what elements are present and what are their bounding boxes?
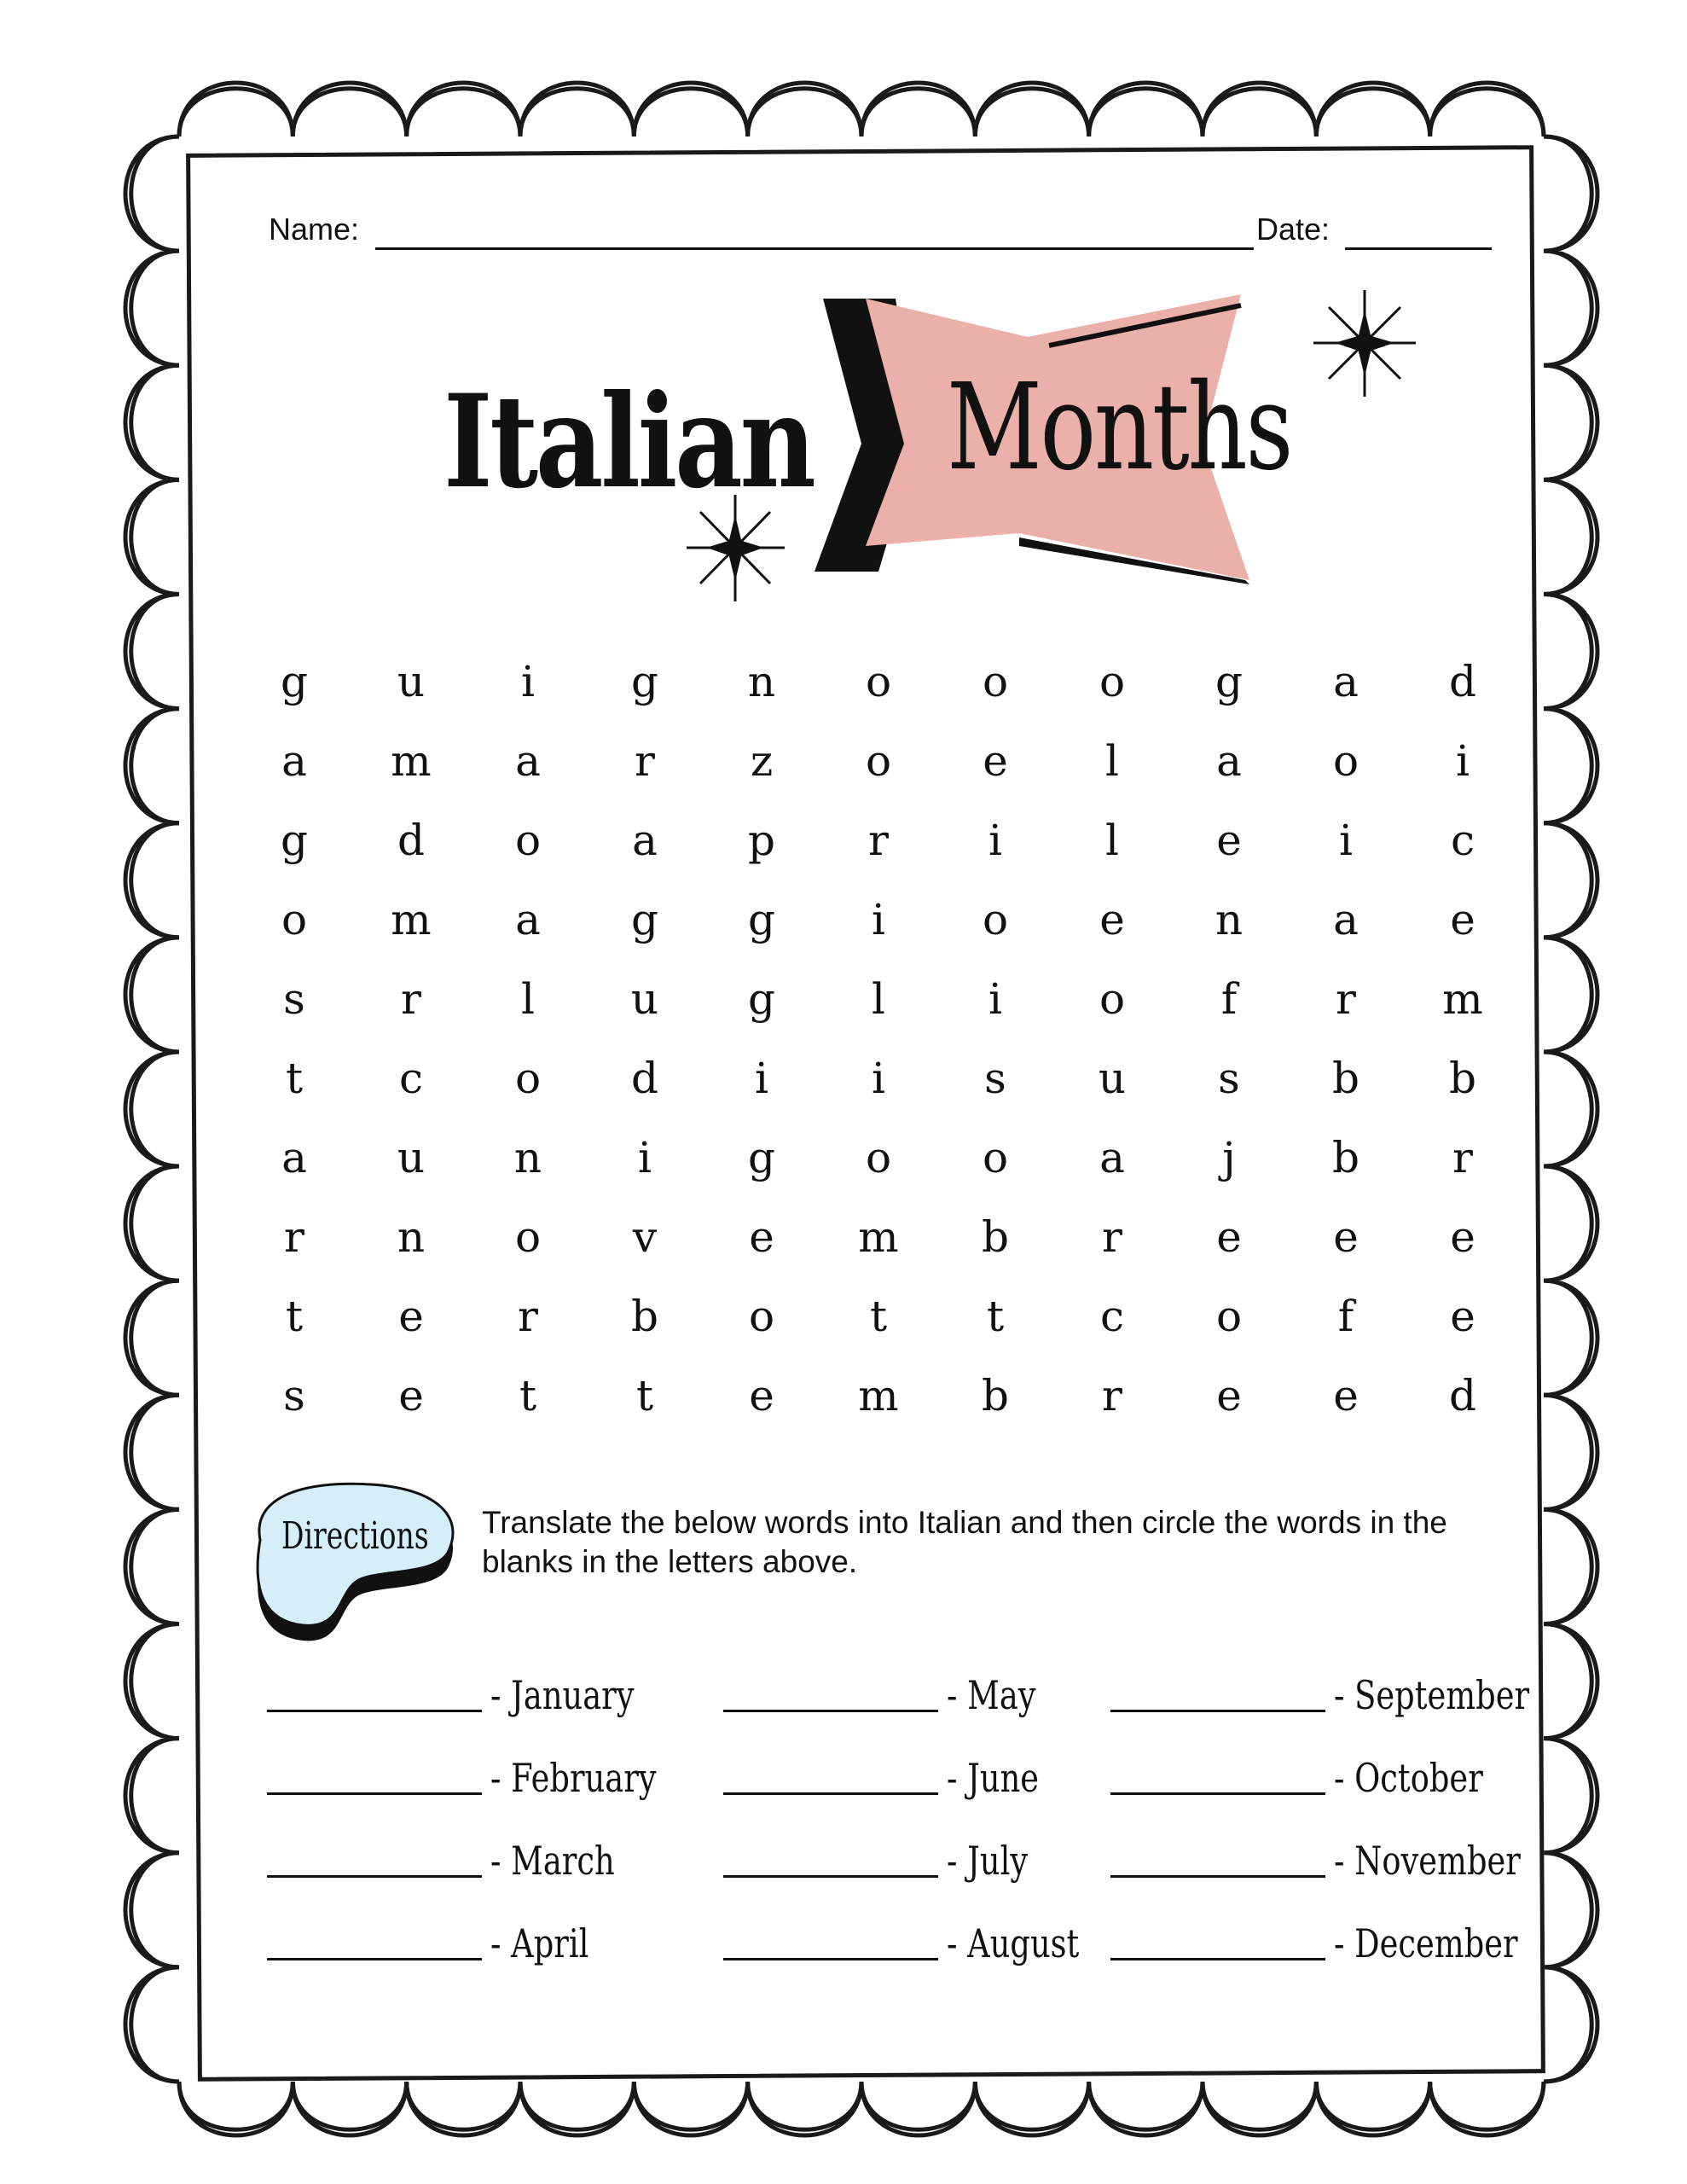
grid-letter: e — [1099, 895, 1125, 944]
answer-blank[interactable] — [723, 1875, 938, 1878]
grid-letter: l — [1105, 816, 1119, 865]
grid-letter: a — [515, 895, 541, 944]
grid-letter: o — [748, 1292, 775, 1341]
answer-blank[interactable] — [267, 1958, 482, 1960]
grid-letter: g — [280, 816, 308, 865]
grid-letter: u — [397, 657, 426, 706]
scallop-edge — [1544, 136, 1591, 2082]
grid-letter: o — [865, 736, 892, 786]
grid-letter: u — [1098, 1054, 1127, 1103]
grid-letter: i — [1456, 736, 1470, 786]
header-row — [269, 212, 1505, 263]
grid-letter: e — [1450, 1292, 1475, 1341]
answer-blank[interactable] — [267, 1710, 482, 1712]
grid-letter: e — [398, 1371, 424, 1420]
english-month-label: - May — [947, 1672, 1036, 1718]
grid-letter: r — [401, 974, 421, 1024]
grid-letter: t — [285, 1292, 304, 1341]
grid-letter: a — [1333, 895, 1359, 944]
grid-letter: o — [1099, 974, 1126, 1024]
starburst-icon — [687, 495, 785, 606]
grid-letter: b — [981, 1371, 1009, 1420]
name-field-line[interactable] — [375, 247, 1254, 250]
date-field-line[interactable] — [1345, 247, 1492, 250]
grid-letter: i — [755, 1054, 768, 1103]
grid-letter: e — [1333, 1371, 1359, 1420]
grid-letter: r — [868, 816, 889, 865]
english-month-label: - June — [947, 1755, 1040, 1801]
english-month-label: - January — [490, 1672, 635, 1718]
grid-letter: a — [515, 736, 541, 786]
english-month-label: - February — [490, 1755, 657, 1801]
grid-letter: e — [1216, 1371, 1242, 1420]
grid-letter: i — [872, 1054, 885, 1103]
grid-letter: o — [514, 1212, 542, 1262]
grid-letter: r — [635, 736, 655, 786]
scallop-edge — [179, 83, 1544, 136]
grid-letter: l — [872, 974, 885, 1024]
grid-letter: t — [519, 1371, 537, 1420]
title-italian: Italian — [443, 367, 814, 517]
grid-letter: a — [281, 736, 307, 786]
answer-blank[interactable] — [723, 1958, 938, 1960]
grid-letter: o — [514, 816, 542, 865]
answer-blank[interactable] — [267, 1792, 482, 1795]
english-month-label: - April — [490, 1920, 589, 1966]
grid-letter: i — [988, 816, 1002, 865]
grid-letter: l — [521, 974, 535, 1024]
grid-letter: b — [981, 1212, 1009, 1262]
grid-letter: e — [1216, 1212, 1242, 1262]
grid-letter: z — [750, 736, 774, 786]
grid-letter: t — [285, 1054, 304, 1103]
grid-letter: m — [391, 736, 432, 786]
grid-letter: i — [521, 657, 535, 706]
grid-letter: c — [398, 1054, 423, 1103]
grid-letter: e — [1450, 1212, 1475, 1262]
answer-blank[interactable] — [1110, 1958, 1325, 1960]
grid-letter: s — [283, 974, 305, 1024]
grid-letter: s — [984, 1054, 1006, 1103]
grid-letter: c — [1099, 1292, 1124, 1341]
grid-letter: e — [749, 1212, 774, 1262]
answer-blank[interactable] — [267, 1875, 482, 1878]
grid-letter: t — [986, 1292, 1005, 1341]
answer-blank[interactable] — [723, 1792, 938, 1795]
grid-letter: o — [865, 1133, 892, 1182]
grid-letter: g — [630, 657, 658, 706]
grid-letter: o — [865, 657, 892, 706]
grid-letter: s — [1218, 1054, 1240, 1103]
grid-letter: p — [747, 816, 775, 865]
directions-text: Translate the below words into Italian and then circle the words in the blanks in the letters above. — [482, 1505, 1447, 1579]
grid-letter: a — [281, 1133, 307, 1182]
starburst-icon — [1313, 290, 1416, 401]
grid-letter: r — [284, 1212, 304, 1262]
answer-blank[interactable] — [1110, 1792, 1325, 1795]
grid-letter: m — [858, 1212, 899, 1262]
grid-letter: b — [1331, 1054, 1359, 1103]
english-month-label: - July — [947, 1838, 1029, 1884]
grid-letter: i — [872, 895, 885, 944]
grid-letter: o — [281, 895, 308, 944]
english-month-label: - September — [1334, 1672, 1530, 1718]
english-month-label: - August — [947, 1920, 1080, 1966]
grid-letter: o — [514, 1054, 542, 1103]
grid-letter: b — [1448, 1054, 1476, 1103]
grid-letter: b — [1331, 1133, 1359, 1182]
grid-letter: o — [982, 1133, 1009, 1182]
grid-letter: r — [1336, 974, 1356, 1024]
grid-letter: m — [1442, 974, 1483, 1024]
grid-letter: r — [1102, 1212, 1122, 1262]
grid-letter: o — [1332, 736, 1359, 786]
grid-letter: m — [391, 895, 432, 944]
grid-letter: o — [1099, 657, 1126, 706]
grid-letter: o — [1215, 1292, 1243, 1341]
grid-letter: e — [1450, 895, 1475, 944]
english-month-label: - March — [490, 1838, 615, 1884]
answer-blank[interactable] — [1110, 1710, 1325, 1712]
grid-letter: o — [982, 895, 1009, 944]
grid-letter: a — [1333, 657, 1359, 706]
grid-letter: n — [397, 1212, 426, 1262]
date-label: Date: — [1256, 212, 1330, 247]
grid-letter: g — [747, 974, 775, 1024]
grid-letter: g — [630, 895, 658, 944]
grid-letter: n — [513, 1133, 542, 1182]
grid-letter: v — [632, 1212, 658, 1262]
grid-letter: b — [630, 1292, 658, 1341]
grid-letter: e — [398, 1292, 424, 1341]
name-label: Name: — [269, 212, 360, 247]
grid-letter: r — [518, 1292, 538, 1341]
grid-letter: e — [983, 736, 1008, 786]
grid-letter: a — [1216, 736, 1242, 786]
grid-letter: t — [635, 1371, 654, 1420]
grid-letter: e — [1333, 1212, 1359, 1262]
grid-letter: f — [1337, 1292, 1354, 1341]
grid-letter: d — [1448, 1371, 1476, 1420]
grid-letter: g — [747, 895, 775, 944]
grid-letter: i — [988, 974, 1002, 1024]
grid-letter: d — [630, 1054, 658, 1103]
grid-letter: d — [397, 816, 425, 865]
grid-letter: u — [397, 1133, 426, 1182]
grid-letter: c — [1450, 816, 1475, 865]
grid-letter: o — [982, 657, 1009, 706]
grid-letter: n — [1215, 895, 1244, 944]
grid-letter: g — [280, 657, 308, 706]
grid-letter: e — [1216, 816, 1242, 865]
grid-letter: f — [1220, 974, 1238, 1024]
grid-letter: l — [1105, 736, 1119, 786]
grid-letter: a — [1099, 1133, 1125, 1182]
grid-letter: e — [749, 1371, 774, 1420]
title-months: Months — [947, 358, 1292, 497]
grid-letter: r — [1452, 1133, 1473, 1182]
grid-letter: i — [1339, 816, 1353, 865]
english-month-label: - October — [1334, 1755, 1483, 1801]
grid-letter: g — [747, 1133, 775, 1182]
answer-blank[interactable] — [723, 1710, 938, 1712]
scallop-edge — [179, 2082, 1544, 2135]
grid-letter: d — [1448, 657, 1476, 706]
grid-letter: u — [630, 974, 659, 1024]
answer-blank[interactable] — [1110, 1875, 1325, 1878]
grid-letter: n — [747, 657, 776, 706]
grid-letter: j — [1222, 1133, 1236, 1182]
grid-letter: s — [283, 1371, 305, 1420]
grid-letter: r — [1102, 1371, 1122, 1420]
english-month-label: - November — [1334, 1838, 1521, 1884]
scallop-edge — [131, 136, 179, 2082]
grid-letter: m — [858, 1371, 899, 1420]
english-month-label: - December — [1334, 1920, 1518, 1966]
grid-letter: g — [1215, 657, 1243, 706]
directions-label: Directions — [281, 1514, 429, 1558]
grid-letter: t — [869, 1292, 888, 1341]
grid-letter: i — [638, 1133, 652, 1182]
grid-letter: a — [632, 816, 658, 865]
